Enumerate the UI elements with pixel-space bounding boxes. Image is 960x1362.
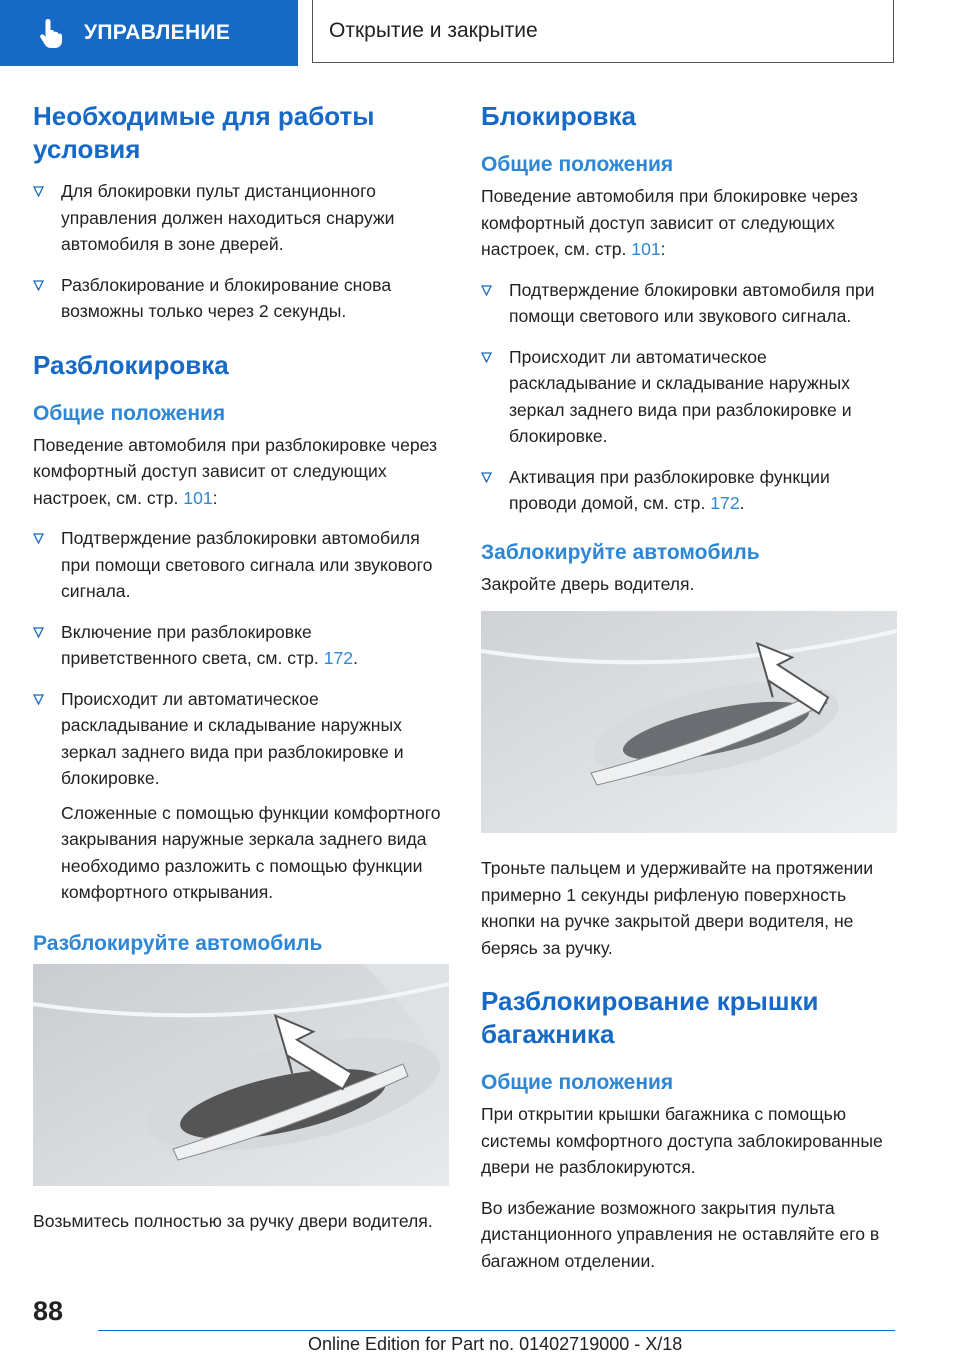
page-link[interactable]: 172	[323, 648, 354, 668]
list-item: Включение при разблокировке приветственного света, см. стр. 172.	[33, 619, 449, 672]
list-item: Для блокировки пульт дистанционного управления должен находиться снаружи автомобиля в зоне дверей.	[33, 178, 449, 258]
unlock-general-heading: Общие положения	[33, 401, 226, 425]
chapter-label: УПРАВЛЕНИЕ	[84, 21, 231, 44]
list-item: Подтверждение блокировки автомобиля при помощи светового или звукового сигнала.	[481, 277, 895, 330]
footer-edition: Online Edition for Part no. 01402719000 - X/18	[308, 1334, 683, 1354]
trunk-heading: Разблокирование крышки багажника	[481, 986, 819, 1049]
trunk-p1: При открытии крышки багажника с помощью системы комфортного доступа заблокированные двери не разблокируются.	[481, 1104, 883, 1177]
unlock-heading: Разблокировка	[33, 349, 229, 380]
unlock-action-heading: Разблокируйте автомобиль	[33, 931, 323, 955]
section-header	[312, 0, 894, 63]
bullet-triangle-icon	[33, 533, 44, 544]
page-link[interactable]: 101	[183, 487, 213, 508]
right-column	[481, 100, 895, 1288]
trunk-general-heading: Общие положения	[481, 1071, 674, 1094]
unlock-action-caption: Возьмитесь полностью за ручку двери водителя.	[33, 1210, 433, 1231]
bullet-triangle-icon	[481, 352, 492, 363]
page-link[interactable]: 101	[631, 239, 661, 259]
footer-divider	[98, 1330, 895, 1331]
bullet-triangle-icon	[33, 694, 44, 705]
list-item: Активация при разблокировке функции проводи домой, см. стр. 172.	[481, 464, 895, 517]
req-heading: Необходимые для работы условия	[33, 101, 375, 164]
lock-general-heading: Общие положения	[481, 153, 674, 176]
lock-intro: Поведение автомобиля при блокировке через комфортный доступ зависит от следующих настроек, см. стр. 101:	[481, 186, 858, 259]
lock-action-text: Закройте дверь водителя.	[481, 573, 695, 594]
door-handle-unlock-illustration	[33, 964, 449, 1186]
bullet-triangle-icon	[33, 627, 44, 638]
page-number: 88	[33, 1296, 64, 1326]
lock-list	[481, 277, 895, 517]
list-item: Разблокирование и блокирование снова возможны только через 2 секунды.	[33, 272, 449, 325]
lock-heading: Блокировка	[481, 101, 636, 131]
bullet-triangle-icon	[481, 472, 492, 483]
bullet-triangle-icon	[481, 285, 492, 296]
unlock-intro: Поведение автомобиля при разблокировке через комфортный доступ зависит от следующих настроек, см. стр. 101:	[33, 434, 438, 508]
req-list	[33, 178, 449, 325]
bullet-triangle-icon	[33, 186, 44, 197]
door-handle-lock-illustration	[481, 611, 897, 833]
left-column	[33, 100, 449, 1248]
chapter-tab[interactable]	[0, 0, 298, 66]
unlock-list	[33, 525, 449, 906]
section-title: Открытие и закрытие	[329, 19, 538, 42]
list-item-note: Сложенные с помощью функции комфортного закрывания наружные зеркала заднего вида необходимо разложить с помощью функции комфортного открывания.	[61, 802, 441, 902]
bullet-triangle-icon	[33, 280, 44, 291]
hand-pointer-icon	[34, 15, 70, 51]
list-item: Подтверждение разблокировки автомобиля при помощи светового сигнала или звукового сигнала.	[33, 525, 449, 605]
lock-action-heading: Заблокируйте автомобиль	[481, 540, 760, 564]
lock-action-caption: Троньте пальцем и удерживайте на протяжении примерно 1 секунды рифленую поверхность кнопки на ручке закрытой двери водителя, не берясь за ручку.	[481, 858, 874, 958]
list-item: Происходит ли автоматическое раскладывание и складывание наружных зеркал заднего вида при разблокировке и блокировке. Сложенные с помощью функции комфортного закрывания наружные зеркала заднего вида необходимо разложить с помощью функции комфортного открывания.	[33, 686, 449, 906]
page-link[interactable]: 172	[710, 493, 740, 513]
list-item: Происходит ли автоматическое раскладывание и складывание наружных зеркал заднего вида при разблокировке и блокировке.	[481, 344, 895, 450]
trunk-p2: Во избежание возможного закрытия пульта дистанционного управления не оставляйте его в багажном отделении.	[481, 1197, 880, 1271]
